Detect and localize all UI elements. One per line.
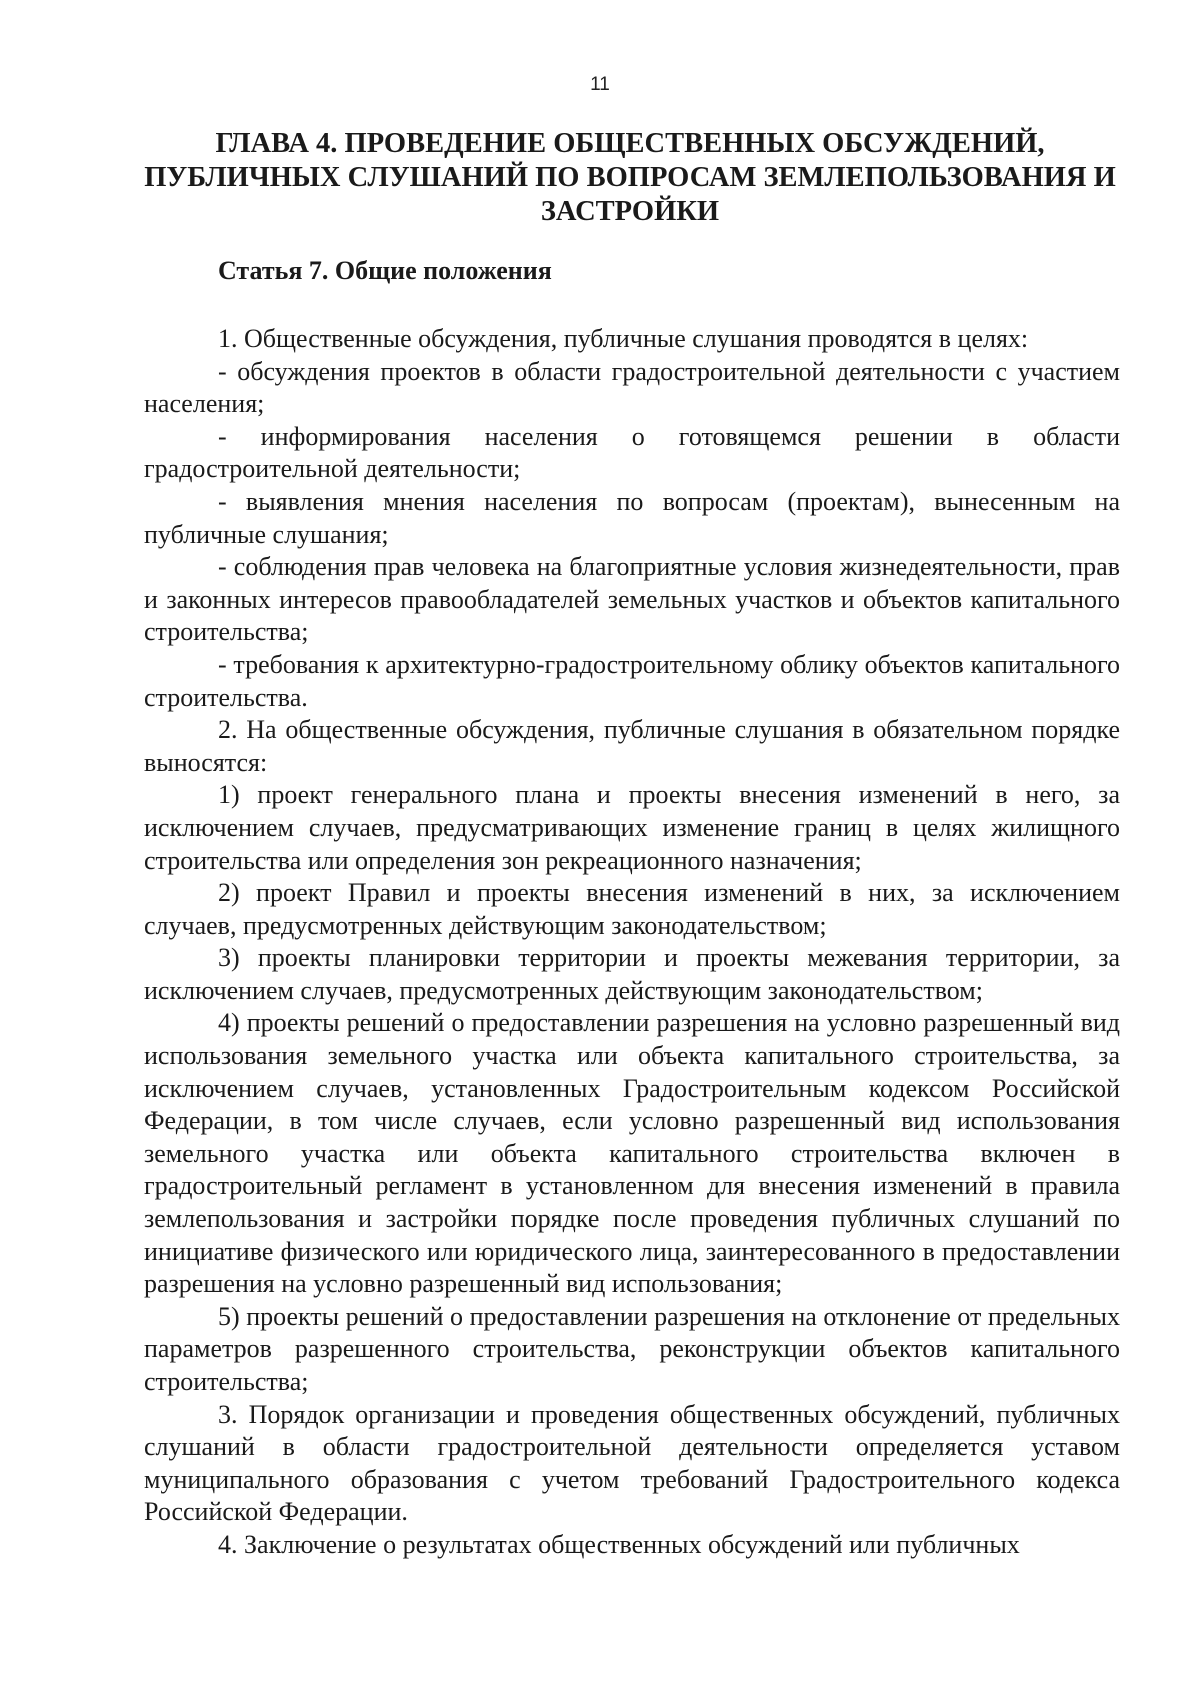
chapter-title-line: ЗАСТРОЙКИ (540, 196, 720, 227)
list-item: - требования к архитектурно-градостроительному облику объектов капитального строительства. (144, 649, 1120, 712)
article-title: Статья 7. Общие положения (218, 256, 552, 285)
page-number: 11 (590, 74, 610, 95)
list-item: 3) проекты планировки территории и проекты межевания территории, за исключением случаев, предусмотренных действующим законодательством; (144, 943, 1120, 1005)
paragraph-clause-2: 2. На общественные обсуждения, публичные слушания в обязательном порядке выносятся: (144, 715, 1120, 777)
article-body (144, 323, 1120, 1562)
list-item: 1) проект генерального плана и проекты внесения изменений в него, за исключением случаев, предусматривающих изменение границ в целях жилищного строительства или определения зон рекреационного назначения; (144, 780, 1120, 875)
list-item: 5) проекты решений о предоставлении разрешения на отклонение от предельных параметров разрешенного строительства, реконструкции объектов капитального строительства; (144, 1301, 1120, 1396)
paragraph-clause-3: 3. Порядок организации и проведения общественных обсуждений, публичных слушаний в области градостроительной деятельности определяется уставом муниципального образования с учетом требований Градостроительного кодекса Российской Федерации. (144, 1399, 1120, 1527)
list-item: 2) проект Правил и проекты внесения изменений в них, за исключением случаев, предусмотренных действующим законодательством; (144, 878, 1120, 940)
chapter-title-line: ПУБЛИЧНЫХ СЛУШАНИЙ ПО ВОПРОСАМ ЗЕМЛЕПОЛЬЗОВАНИЯ И (144, 162, 1116, 193)
paragraph-clause-4: 4. Заключение о результатах общественных обсуждений или публичных (218, 1529, 1020, 1559)
list-item: - информирования населения о готовящемся решении в области градостроительной деятельности; (144, 421, 1120, 484)
list-item: - обсуждения проектов в области градостроительной деятельности с участием населения; (144, 356, 1120, 419)
chapter-title-line: ГЛАВА 4. ПРОВЕДЕНИЕ ОБЩЕСТВЕННЫХ ОБСУЖДЕНИЙ, (215, 128, 1045, 159)
chapter-title (140, 127, 1120, 229)
list-item: - соблюдения прав человека на благоприятные условия жизнедеятельности, прав и законных интересов правообладателей земельных участков и объектов капитального строительства; (144, 552, 1120, 647)
list-item: 4) проекты решений о предоставлении разрешения на условно разрешенный вид использования земельного участка или объекта капитального строительства, за исключением случаев, установленных Градостроительным кодексом Российской Федерации, в том числе случаев, если условно разрешенный вид использования земельного участка или объекта капитального строительства включен в градостроительный регламент в установленном для внесения изменений в правила землепользования и застройки порядке после проведения публичных слушаний по инициативе физического или юридического лица, заинтересованного в предоставлении разрешения на условно разрешенный вид использования; (144, 1008, 1120, 1299)
paragraph-clause-1: 1. Общественные обсуждения, публичные слушания проводятся в целях: (218, 324, 1029, 353)
list-item: - выявления мнения населения по вопросам (проектам), вынесенным на публичные слушания; (144, 486, 1120, 549)
